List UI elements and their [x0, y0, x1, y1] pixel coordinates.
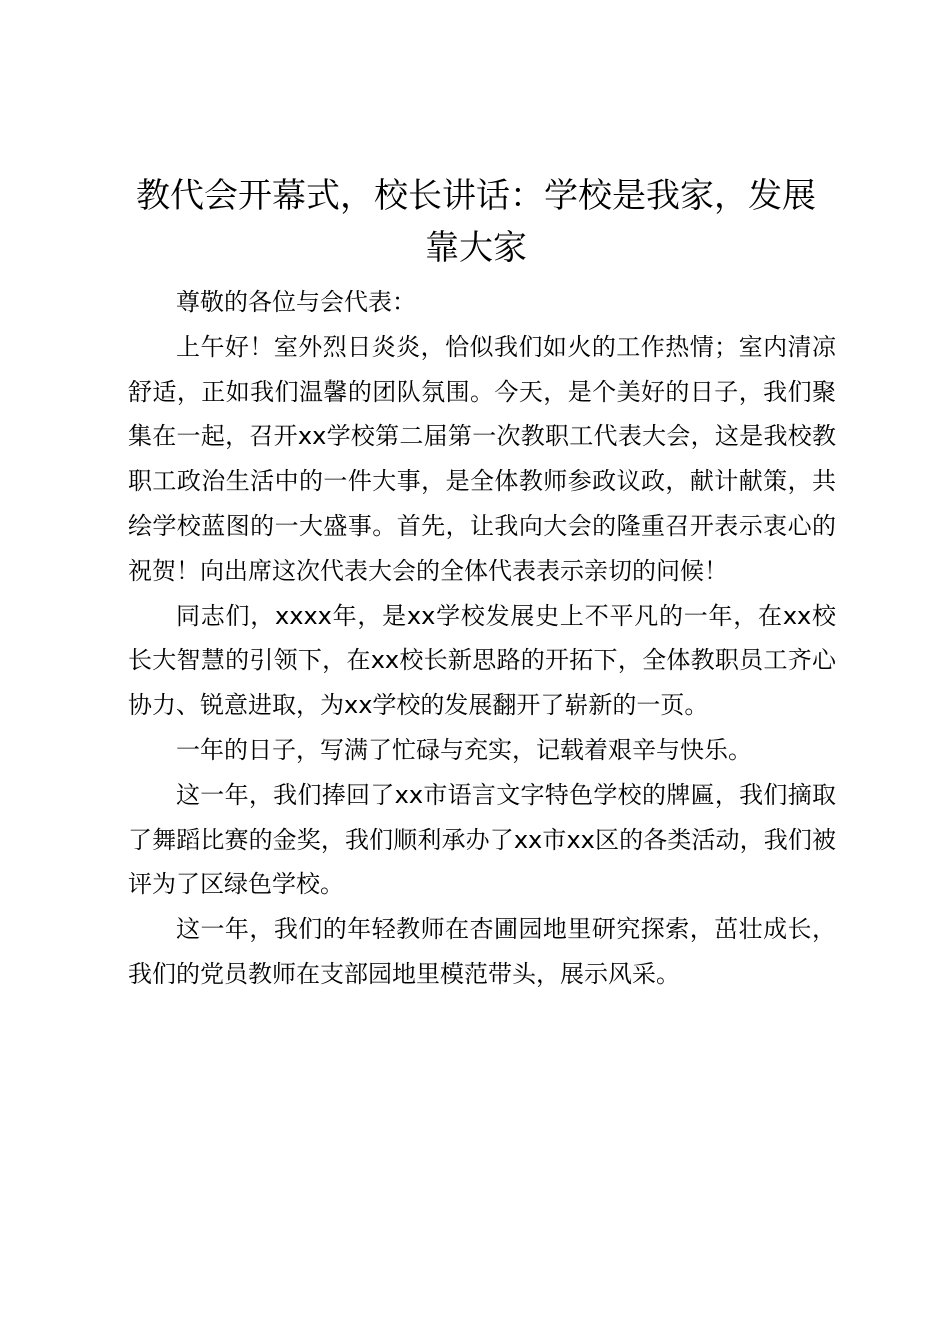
document-body — [128, 280, 836, 997]
paragraph-achievements: 这一年，我们捧回了xx市语言文字特色学校的牌匾，我们摘取了舞蹈比赛的金奖，我们顺利承办了xx市xx区的各类活动，我们被评为了区绿色学校。 — [128, 780, 836, 899]
paragraph-salutation: 尊敬的各位与会代表： — [176, 288, 416, 316]
paragraph-summary: 一年的日子，写满了忙碌与充实，记载着艰辛与快乐。 — [176, 735, 752, 764]
document-title: 教代会开幕式，校长讲话：学校是我家，发展靠大家 — [136, 176, 816, 268]
paragraph-review: 同志们，xxxx年，是xx学校发展史上不平凡的一年，在xx校长大智慧的引领下，在xx校长新思路的开拓下，全体教职员工齐心协力、锐意进取，为xx学校的发展翻开了崭新的一页。 — [128, 601, 836, 720]
paragraph-teachers: 这一年，我们的年轻教师在杏圃园地里研究探索，茁壮成长，我们的党员教师在支部园地里模范带头，展示风采。 — [128, 915, 836, 988]
paragraph-greeting: 上午好！室外烈日炎炎，恰似我们如火的工作热情；室内清凉舒适，正如我们温馨的团队氛围。今天，是个美好的日子，我们聚集在一起，召开xx学校第二届第一次教职工代表大会，这是我校教职工政治生活中的一件大事，是全体教师参政议政，献计献策，共绘学校蓝图的一大盛事。首先，让我向大会的隆重召开表示衷心的祝贺！向出席这次代表大会的全体代表表示亲切的问候！ — [128, 332, 836, 585]
